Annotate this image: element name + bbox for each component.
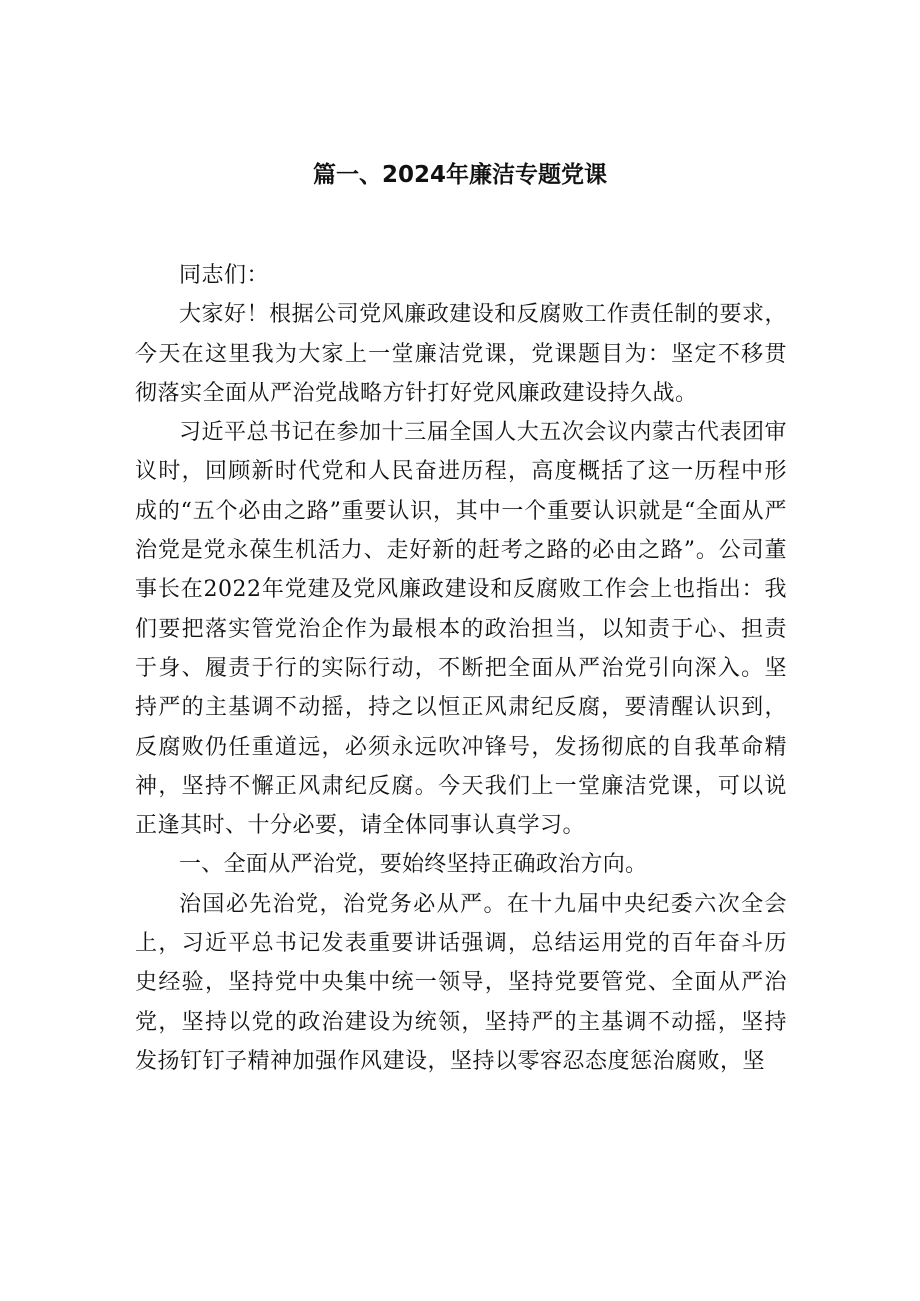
section-heading: 一、全面从严治党，要始终坚持正确政治方向。 [179, 852, 648, 878]
paragraph-background: 习近平总书记在参加十三届全国人大五次会议内蒙古代表团审议时，回顾新时代党和人民奋进历程，高度概括了这一历程中形成的“五个必由之路”重要认识，其中一个重要认识就是“全面从严治党是党永葆生机活力、走好新的赶考之路的必由之路”。公司董事长在2022年党建及党风廉政建设和反腐败工作会上也指出：我们要把落实管党治企作为最根本的政治担当，以知责于心、担责于身、履责于行的实际行动，不断把全面从严治党引向深入。坚持严的主基调不动摇，持之以恒正风肃纪反腐，要清醒认识到，反腐败仍任重道远，必须永远吹冲锋号，发扬彻底的自我革命精神，坚持不懈正风肃纪反腐。今天我们上一堂廉洁党课，可以说正逢其时、十分必要，请全体同事认真学习。 [135, 420, 787, 839]
paragraph-intro: 大家好！根据公司党风廉政建设和反腐败工作责任制的要求，今天在这里我为大家上一堂廉洁党课，党课题目为：坚定不移贯彻落实全面从严治党战略方针打好党风廉政建设持久战。 [135, 302, 787, 406]
document-body [135, 256, 787, 1081]
document-title: 篇一、2024年廉洁专题党课 [312, 162, 607, 188]
paragraph-section-one: 治国必先治党，治党务必从严。在十九届中央纪委六次全会上，习近平总书记发表重要讲话强调，总结运用党的百年奋斗历史经验，坚持党中央集中统一领导，坚持党要管党、全面从严治党，坚持以党的政治建设为统领，坚持严的主基调不动摇，坚持发扬钉钉子精神加强作风建设，坚持以零容忍态度惩治腐败，坚 [135, 891, 787, 1074]
salutation: 同志们： [179, 263, 270, 288]
